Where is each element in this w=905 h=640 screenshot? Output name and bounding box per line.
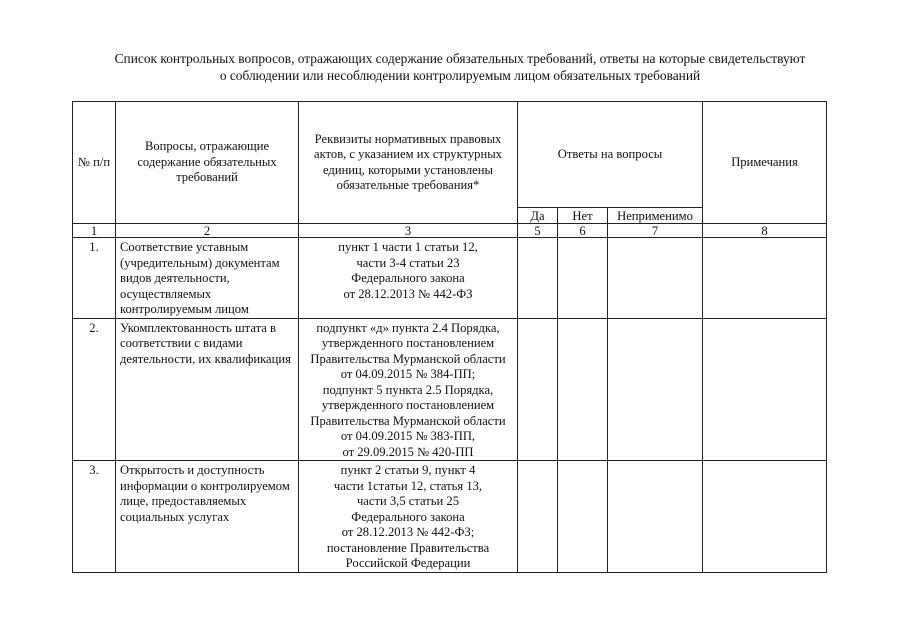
column-number: 3	[299, 224, 518, 238]
row-question: Открытость и доступность информации о контролируемом лице, предоставляемых социальных услугах	[116, 461, 299, 573]
answer-na-cell[interactable]	[608, 461, 703, 573]
notes-cell[interactable]	[703, 318, 827, 461]
header-no: Нет	[558, 208, 608, 224]
answer-na-cell[interactable]	[608, 318, 703, 461]
column-number: 1	[73, 224, 116, 238]
row-question: Укомплектованность штата в соответствии с видами деятельности, их квалификация	[116, 318, 299, 461]
row-refs: подпункт «д» пункта 2.4 Порядка, утвержденного постановлением Правительства Мурманской области от 04.09.2015 № 384-ПП; подпункт 5 пункта 2.5 Порядка, утвержденного постановлением Правительства Мурманской области от 04.09.2015 № 383-ПП, от 29.09.2015 № 420-ПП	[299, 318, 518, 461]
title-line-1: Список контрольных вопросов, отражающих содержание обязательных требований, ответы на которые свидетельствуют	[114, 51, 806, 66]
answer-yes-cell[interactable]	[518, 461, 558, 573]
row-number: 3.	[73, 461, 116, 573]
row-refs: пункт 2 статьи 9, пункт 4 части 1статьи 12, статья 13, части 3,5 статьи 25 Федерального закона от 28.12.2013 № 442-ФЗ; постановление Правительства Российской Федерации	[299, 461, 518, 573]
answer-no-cell[interactable]	[558, 238, 608, 319]
table-row	[73, 461, 827, 573]
column-number: 2	[116, 224, 299, 238]
header-questions: Вопросы, отражающие содержание обязательных требований	[116, 102, 299, 224]
table-row	[73, 318, 827, 461]
row-question: Соответствие уставным (учредительным) документам видов деятельности, осуществляемых контролируемым лицом	[116, 238, 299, 319]
answer-no-cell[interactable]	[558, 461, 608, 573]
notes-cell[interactable]	[703, 461, 827, 573]
answer-no-cell[interactable]	[558, 318, 608, 461]
title-line-2: о соблюдении или несоблюдении контролируемым лицом обязательных требований	[219, 68, 701, 83]
answer-yes-cell[interactable]	[518, 318, 558, 461]
checklist-table	[72, 101, 827, 573]
table-row	[73, 238, 827, 319]
column-number-row	[73, 224, 827, 238]
header-answers: Ответы на вопросы	[518, 102, 703, 208]
notes-cell[interactable]	[703, 238, 827, 319]
header-notes: Примечания	[703, 102, 827, 224]
header-number: № п/п	[73, 102, 116, 224]
column-number: 7	[608, 224, 703, 238]
row-refs: пункт 1 части 1 статьи 12, части 3-4 статьи 23 Федерального закона от 28.12.2013 № 442-ФЗ	[299, 238, 518, 319]
column-number: 6	[558, 224, 608, 238]
header-not-applicable: Неприменимо	[608, 208, 703, 224]
answer-yes-cell[interactable]	[518, 238, 558, 319]
header-refs: Реквизиты нормативных правовых актов, с указанием их структурных единиц, которыми установлены обязательные требования*	[299, 102, 518, 224]
row-number: 1.	[73, 238, 116, 319]
document-title	[60, 50, 860, 84]
column-number: 8	[703, 224, 827, 238]
column-number: 5	[518, 224, 558, 238]
row-number: 2.	[73, 318, 116, 461]
header-yes: Да	[518, 208, 558, 224]
answer-na-cell[interactable]	[608, 238, 703, 319]
